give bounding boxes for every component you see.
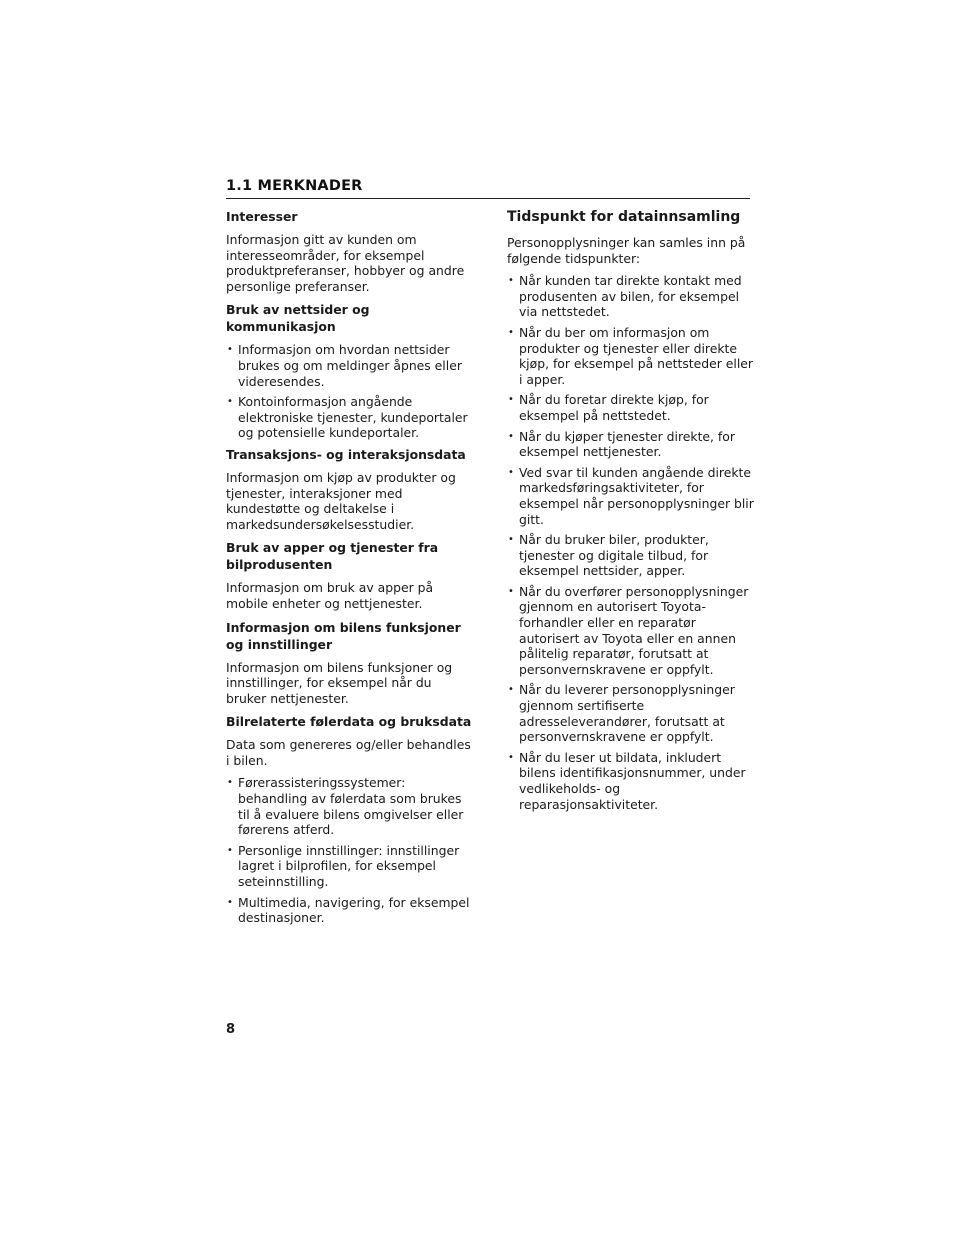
list-item: • Når kunden tar direkte kontakt med produsenten av bilen, for eksempel via nettstedet.: [507, 273, 755, 320]
list-item: • Førerassisteringssystemer: behandling av følerdata som brukes til å evaluere bilens omgivelser eller førerens atferd.: [226, 775, 474, 837]
transaksjon-heading: Transaksjons- og interaksjonsdata: [226, 446, 466, 462]
list-item: • Når du leser ut bildata, inkludert bilens identifikasjonsnummer, under vedlikeholds- og reparasjonsaktiviteter.: [507, 750, 755, 812]
list-item: • Når du kjøper tjenester direkte, for eksempel nettjenester.: [507, 429, 755, 460]
funksjoner-text: Informasjon om bilens funksjoner og innstillinger, for eksempel når du bruker nettjenester.: [226, 659, 453, 706]
list-item: • Kontoinformasjon angående elektroniske tjenester, kundeportaler og potensielle kundeportaler.: [226, 394, 474, 441]
transaksjon-text: Informasjon om kjøp av produkter og tjenester, interaksjoner med kundestøtte og deltakelse i markedsundersøkelsesstudier.: [226, 469, 456, 532]
section-header: [226, 178, 750, 199]
list-item: • Når du leverer personopplysninger gjennom sertifiserte adresseleverandører, forutsatt at personvernskravene er oppfylt.: [507, 682, 755, 744]
list-item: • Informasjon om hvordan nettsider brukes og om meldinger åpnes eller videresendes.: [226, 342, 474, 389]
interesser-text: Informasjon gitt av kunden om interesseområder, for eksempel produktpreferanser, hobbyer og andre personlige preferanser.: [226, 232, 465, 294]
page-number: 8: [226, 1022, 236, 1037]
foler-list: [226, 775, 474, 925]
list-item: • Når du foretar direkte kjøp, for eksempel på nettstedet.: [507, 392, 755, 423]
list-item: • Når du ber om informasjon om produkter og tjenester eller direkte kjøp, for eksempel på nettsteder eller i apper.: [507, 325, 755, 387]
datainnsamling-list: [507, 273, 755, 812]
section-title: 1.1 MERKNADER: [226, 178, 363, 194]
left-column: [226, 208, 474, 931]
nettsider-list: [226, 342, 474, 441]
nettsider-heading: Bruk av nettsider og kommunikasjon: [226, 302, 370, 335]
list-item: • Multimedia, navigering, for eksempel destinasjoner.: [226, 895, 474, 926]
funksjoner-heading: Informasjon om bilens funksjoner og innstillinger: [226, 619, 461, 652]
list-item: • Ved svar til kunden angående direkte markedsføringsaktiviteter, for eksempel når personopplysninger blir gitt.: [507, 465, 755, 527]
list-item: • Personlige innstillinger: innstillinger lagret i bilprofilen, for eksempel seteinnstilling.: [226, 843, 474, 890]
foler-text: Data som genereres og/eller behandles i bilen.: [226, 737, 471, 768]
apper-text: Informasjon om bruk av apper på mobile enheter og nettjenester.: [226, 580, 434, 611]
list-item: • Når du bruker biler, produkter, tjenester og digitale tilbud, for eksempel nettsider, apper.: [507, 532, 755, 579]
datainnsamling-intro: Personopplysninger kan samles inn på følgende tidspunkter:: [507, 235, 746, 266]
right-column: [507, 208, 755, 817]
interesser-heading: Interesser: [226, 209, 298, 224]
datainnsamling-heading: Tidspunkt for datainnsamling: [507, 209, 741, 225]
apper-heading: Bruk av apper og tjenester fra bilprodusenten: [226, 540, 439, 573]
foler-heading: Bilrelaterte følerdata og bruksdata: [226, 714, 472, 730]
list-item: • Når du overfører personopplysninger gjennom en autorisert Toyota-forhandler eller en reparatør autorisert av Toyota eller en annen pålitelig reparatør, forutsatt at personvernskravene er oppfylt.: [507, 584, 755, 678]
